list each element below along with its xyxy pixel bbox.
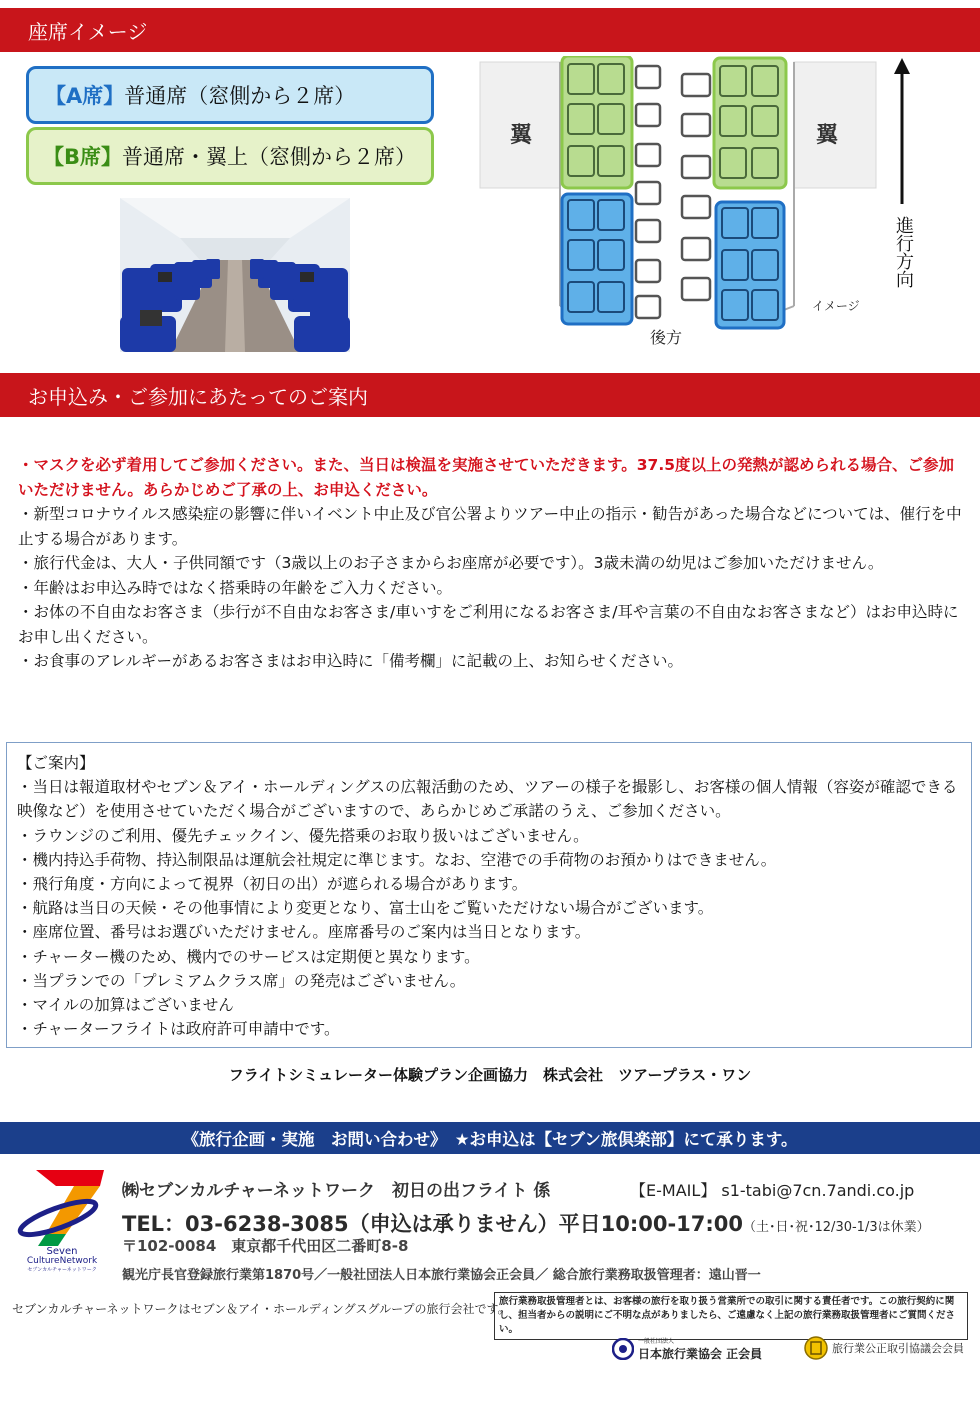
jata-small-label: 一般社団法人: [638, 1338, 675, 1345]
fair-trade-label: 旅行業公正取引協議会会員: [832, 1342, 964, 1355]
section-title: 座席イメージ: [28, 19, 148, 44]
registration-info: 観光庁長官登録旅行業第1870号／一般社団法人日本旅行業協会正会員／ 総合旅行業務取扱管理者：遠山晋一: [122, 1268, 761, 1283]
info-item: ・機内持込手荷物、持込制限品は運航会社規定に準じます。なお、空港での手荷物のお預かりはできません。: [17, 850, 777, 869]
jata-member-badge: [612, 1336, 762, 1362]
contact-banner: [0, 1122, 980, 1154]
fair-trade-member-badge: [804, 1334, 964, 1362]
seat-b-box: [26, 127, 434, 185]
info-item: ・ラウンジのご利用、優先チェックイン、優先搭乗のお取り扱いはございません。: [17, 826, 589, 845]
mask-warning: ・マスクを必ず着用してご参加ください。また、当日は検温を実施させていただきます。37.5度以上の発熱が認められる場合、ご参加いただけません。あらかじめご了承の上、お申込ください。: [18, 456, 955, 499]
info-item: ・航路は当日の天候・その他事情により変更となり、富士山をご覧いただけない場合がございます。: [17, 899, 714, 918]
contact-tel: [122, 1208, 930, 1238]
info-item: ・座席位置、番号はお選びいただけません。座席番号のご案内は当日となります。: [17, 923, 591, 942]
logo-text-kana: セブンカルチャーネットワーク: [27, 1267, 97, 1272]
info-item: ・チャーター機のため、機内でのサービスは定期便と異なります。: [17, 947, 480, 966]
seat-map-diagram: [478, 56, 878, 356]
jata-icon: [612, 1338, 634, 1360]
logo-text-seven: Seven: [46, 1246, 78, 1257]
contact-banner-text: 《旅行企画・実施 お問い合わせ》 ★お申込は【セブン旅倶楽部】にて承ります。: [182, 1130, 798, 1149]
travel-manager-note: 旅行業務取扱管理者とは、お客様の旅行を取り扱う営業所での取引に関する責任者です。この旅行契約に関し、担当者からの説明にご不明な点がありましたら、ご遠慮なく上記の旅行業務取扱管理者にご質問ください。: [494, 1292, 968, 1340]
info-item: ・チャーターフライトは政府許可申請中です。: [17, 1020, 340, 1039]
notice-item: ・お体の不自由なお客さま（歩行が不自由なお客さま/車いすをご利用になるお客さま/耳や言葉の不自由なお客さまなど）はお申込時にお申し出ください。: [18, 603, 959, 646]
notice-item: ・新型コロナウイルス感染症の影響に伴いイベント中止及び官公署よりツアー中止の指示・勧告があった場合などについては、催行を中止する場合があります。: [18, 505, 962, 548]
seat-a-tag: 【A席】: [45, 84, 125, 108]
info-item: ・当プランでの「プレミアムクラス席」の発売はございません。: [17, 971, 466, 990]
fair-trade-icon: [804, 1334, 828, 1362]
cooperation-credit: フライトシミュレーター体験プラン企画協力 株式会社 ツアープラス・ワン: [228, 1066, 752, 1084]
seat-b-desc: 普通席・翼上（窓側から２席）: [122, 145, 417, 169]
contact-address: 〒102-0084 東京都千代田区二番町8-8: [122, 1237, 409, 1255]
notice-item: ・年齢はお申込み時ではなく搭乗時の年齢をご入力ください。: [18, 578, 453, 597]
image-note-label: イメージ: [812, 299, 860, 313]
section-header-guide: [0, 373, 980, 417]
tel-note: （土･日･祝･12/30-1/3は休業）: [743, 1220, 930, 1235]
info-item: ・当日は報道取材やセブン＆アイ・ホールディングスの広報活動のため、ツアーの様子を撮影し、お客様の個人情報（容姿が確認できる映像など）を使用させていただく場合がございますので、あらかじめご承諾のうえ、ご参加ください。: [17, 778, 958, 821]
seat-a-box: [26, 66, 434, 124]
notice-item: ・お食事のアレルギーがあるお客さまはお申込時に「備考欄」に記載の上、お知らせください。: [18, 652, 684, 670]
group-company-note: セブンカルチャーネットワークはセブン＆アイ・ホールディングスグループの旅行会社です。: [12, 1302, 510, 1316]
info-box-title: 【ご案内】: [17, 754, 95, 772]
section-title: お申込み・ご参加にあたってのご案内: [28, 384, 368, 409]
seat-b-tag: 【B席】: [43, 145, 123, 169]
notice-item: ・旅行代金は、大人・子供同額です（3歳以上のお子さまからお座席が必要です）。3歳未満の幼児はご参加いただけません。: [18, 554, 884, 572]
direction-indicator: [888, 56, 918, 316]
section-header-seat-image: [0, 8, 980, 52]
notice-list: [18, 453, 966, 674]
direction-label: 進行方向: [893, 216, 914, 288]
contact-email[interactable]: 【E-MAIL】 s1-tabi@7cn.7andi.co.jp: [630, 1181, 915, 1200]
rear-label: 後方: [650, 328, 683, 347]
info-box: [6, 742, 972, 1048]
cabin-photo: [120, 198, 350, 352]
seven-culture-network-logo: [16, 1166, 108, 1272]
company-name: ㈱セブンカルチャーネットワーク 初日の出フライト 係: [122, 1181, 551, 1201]
jata-label: 日本旅行業協会 正会員: [638, 1347, 763, 1361]
wing-label-right: 翼: [816, 123, 839, 148]
wing-label-left: 翼: [510, 123, 533, 148]
info-item: ・飛行角度・方向によって視界（初日の出）が遮られる場合があります。: [17, 875, 528, 894]
tel-text: TEL：03-6238-3085（申込は承りません）平日10:00-17:00: [122, 1212, 744, 1236]
info-item: ・マイルの加算はございません: [17, 996, 234, 1015]
logo-text-culture: CultureNetwork: [26, 1256, 98, 1266]
seat-a-desc: 普通席（窓側から２席）: [124, 84, 356, 108]
